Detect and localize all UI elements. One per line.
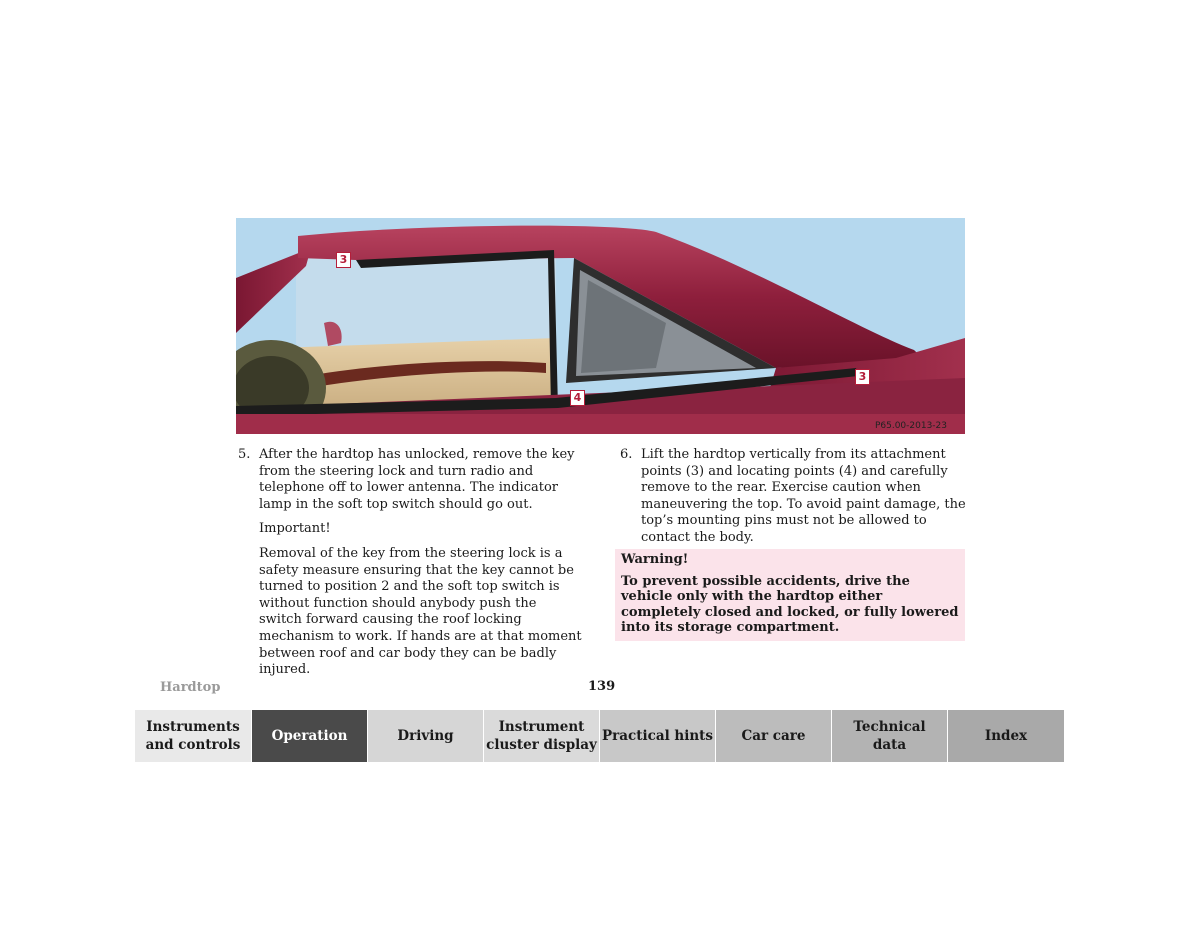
warning-box <box>615 549 965 641</box>
page-number: 139 <box>588 679 616 694</box>
step-text: Lift the hardtop vertically from its attachment points (3) and locating points (4) and carefully remove to the rear. Exercise caution when maneuvering the top. To avoid paint damage, the top’s mounting pins must not be allowed to contact the body. <box>641 447 966 545</box>
callout-locating-point: 4 <box>570 390 585 406</box>
callout-attachment-point-front: 3 <box>336 252 351 268</box>
tab-instrument-cluster-display[interactable]: Instrument cluster display <box>484 710 600 762</box>
warning-title: Warning! <box>621 552 689 567</box>
step-number: 6. <box>620 447 633 462</box>
important-label: Important! <box>259 521 331 537</box>
tab-practical-hints[interactable]: Practical hints <box>600 710 716 762</box>
step-6 <box>620 447 966 547</box>
figure-code: P65.00-2013-23 <box>874 421 947 431</box>
tab-operation[interactable]: Operation <box>252 710 368 762</box>
section-nav-bar <box>135 710 1064 762</box>
left-column <box>238 447 583 679</box>
car-hardtop-drawing <box>236 218 965 434</box>
step-text: After the hardtop has unlocked, remove the key from the steering lock and turn radio and telephone off to lower antenna. The indicator lamp in the soft top switch should go out. <box>259 447 575 512</box>
callout-attachment-point-rear: 3 <box>855 369 870 385</box>
tab-instruments-and-controls[interactable]: Instruments and controls <box>135 710 252 762</box>
tab-technical-data[interactable]: Technical data <box>832 710 948 762</box>
step-number: 5. <box>238 447 251 462</box>
step-5 <box>238 447 583 513</box>
hardtop-illustration <box>236 218 965 434</box>
warning-text: To prevent possible accidents, drive the vehicle only with the hardtop either completely closed and locked, or fully lowered into its storage compartment. <box>621 574 959 635</box>
tab-car-care[interactable]: Car care <box>716 710 832 762</box>
important-text: Removal of the key from the steering lock is a safety measure ensuring that the key cannot be turned to position 2 and the soft top switch is without function should anybody push the switch forward causing the roof locking mechanism to work. If hands are at that moment between roof and car body they can be badly injured. <box>259 545 582 678</box>
tab-driving[interactable]: Driving <box>368 710 484 762</box>
tab-index[interactable]: Index <box>948 710 1064 762</box>
right-column <box>620 447 966 547</box>
section-title: Hardtop <box>160 680 221 695</box>
